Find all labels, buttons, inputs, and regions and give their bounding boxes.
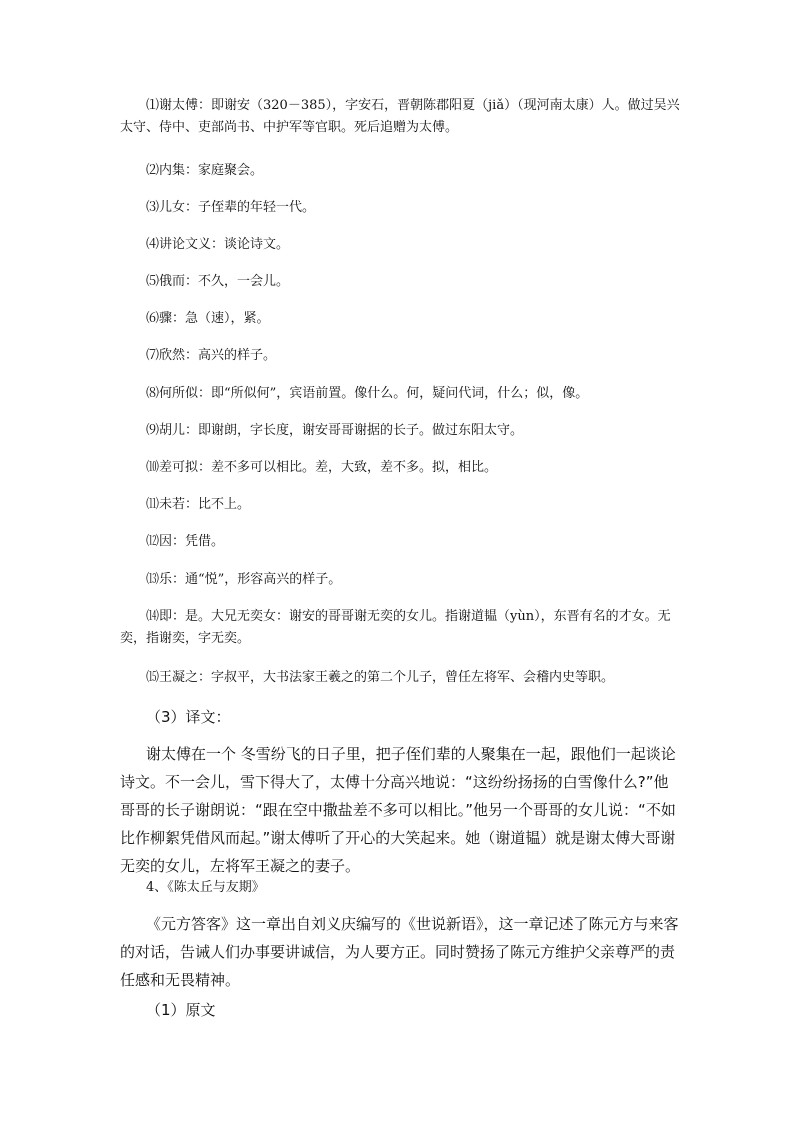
note-3: ⑶儿女：子侄辈的年轻一代。 bbox=[146, 200, 316, 215]
note-15: ⒂王凝之：字叔平，大书法家王羲之的第二个儿子，曾任左将军、会稽内史等职。 bbox=[146, 670, 615, 685]
note-14: ⒁即：是。大兄无奕女：谢安的哥哥谢无奕的女儿。指谢道韫（yùn），东晋有名的才女。无奕，指谢奕，字无奕。 bbox=[120, 609, 671, 646]
note-9: ⑼胡儿：即谢朗，字长度，谢安哥哥谢据的长子。做过东阳太守。 bbox=[146, 423, 524, 438]
note-8: ⑻何所似：即“所似何”，宾语前置。像什么。何，疑问代词，什么；似，像。 bbox=[146, 386, 589, 401]
note-7: ⑺欣然：高兴的样子。 bbox=[146, 348, 277, 363]
intro-paragraph: 《元方答客》这一章出自刘义庆编写的《世说新语》，这一章记述了陈元方与来客的对话，告诫人们办事要讲诚信，为人要方正。同时赞扬了陈元方维护父亲尊严的责任感和无畏精神。 bbox=[120, 915, 679, 989]
note-12: ⑿因：凭借。 bbox=[146, 534, 225, 549]
note-6: ⑹骤：急（速），紧。 bbox=[146, 311, 270, 326]
section-title: 4、《陈太丘与友期》 bbox=[146, 880, 265, 895]
note-4: ⑷讲论文义：谈论诗文。 bbox=[146, 237, 290, 252]
note-13: ⒀乐：通“悦”，形容高兴的样子。 bbox=[146, 572, 342, 587]
note-5: ⑸俄而：不久，一会儿。 bbox=[146, 274, 290, 289]
original-heading: （1）原文 bbox=[146, 1001, 216, 1019]
note-1: ⑴谢太傅：即谢安（320－385），字安石，晋朝陈郡阳夏（jiǎ）（现河南太康）人。做过吴兴太守、侍中、吏部尚书、中护军等官职。死后追赠为太傅。 bbox=[120, 98, 680, 135]
translation-paragraph: 谢太傅在一个 冬雪纷飞的日子里，把子侄们辈的人聚集在一起，跟他们一起谈论诗文。不一会儿，雪下得大了，太傅十分高兴地说：“这纷纷扬扬的白雪像什么?”他哥哥的长子谢朗说：“跟在空中撒盐差不多可以相比。”他另一个哥哥的女儿说：“不如比作柳絮凭借风而起。”谢太傅听了开心的大笑起来。她（谢道韫）就是谢太傅大哥谢无奕的女儿，左将军王凝之的妻子。 bbox=[120, 745, 676, 875]
note-2: ⑵内集：家庭聚会。 bbox=[146, 163, 264, 178]
translation-heading: （3）译文： bbox=[146, 708, 231, 726]
note-10: ⑽差可拟：差不多可以相比。差，大致，差不多。拟，相比。 bbox=[146, 460, 498, 475]
note-11: ⑾未若：比不上。 bbox=[146, 497, 251, 512]
